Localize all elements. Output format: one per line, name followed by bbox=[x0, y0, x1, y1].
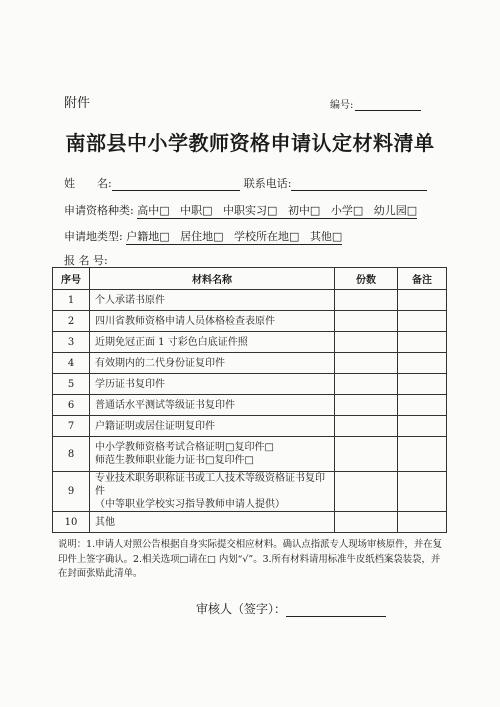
table-row bbox=[53, 416, 447, 437]
row-no: 3 bbox=[53, 332, 90, 353]
materials-table bbox=[52, 267, 447, 533]
row-material-line: 近期免冠正面 1 寸彩色白底证件照 bbox=[95, 336, 248, 348]
row-copies-cell[interactable] bbox=[335, 395, 398, 416]
location-row bbox=[64, 228, 342, 244]
row-copies-cell[interactable] bbox=[335, 290, 398, 311]
table-row bbox=[53, 395, 447, 416]
category-option[interactable]: 中职□ bbox=[180, 204, 213, 217]
row-remarks-cell[interactable] bbox=[398, 353, 447, 374]
row-material bbox=[90, 290, 335, 311]
row-remarks-cell[interactable] bbox=[398, 416, 447, 437]
row-material bbox=[90, 374, 335, 395]
row-material-line: 有效期内的二代身份证复印件 bbox=[95, 357, 225, 369]
header-material: 材料名称 bbox=[90, 268, 335, 290]
row-remarks-cell[interactable] bbox=[398, 374, 447, 395]
category-label: 申请资格种类: bbox=[64, 204, 134, 217]
table-row bbox=[53, 311, 447, 332]
category-row bbox=[64, 202, 417, 218]
table-row bbox=[53, 437, 447, 472]
reviewer-signature-blank[interactable] bbox=[286, 603, 386, 617]
table-row bbox=[53, 512, 447, 533]
row-copies-cell[interactable] bbox=[335, 512, 398, 533]
row-material bbox=[90, 512, 335, 533]
row-material bbox=[90, 311, 335, 332]
reviewer-label: 审核人（签字）： bbox=[196, 602, 287, 616]
serial-number-field bbox=[330, 96, 421, 111]
table-row bbox=[53, 332, 447, 353]
name-phone-row bbox=[64, 175, 427, 191]
page-title: 南部县中小学教师资格申请认定材料清单 bbox=[65, 131, 435, 155]
row-remarks-cell[interactable] bbox=[398, 290, 447, 311]
regno-row bbox=[64, 252, 240, 268]
row-no: 6 bbox=[53, 395, 90, 416]
row-remarks-cell[interactable] bbox=[398, 332, 447, 353]
row-material-line: 学历证书复印件 bbox=[95, 378, 165, 390]
row-copies-cell[interactable] bbox=[335, 311, 398, 332]
row-copies-cell[interactable] bbox=[335, 332, 398, 353]
table-row bbox=[53, 472, 447, 512]
location-option[interactable]: 其他□ bbox=[309, 230, 343, 243]
header-copies: 份数 bbox=[335, 268, 398, 290]
row-material bbox=[90, 395, 335, 416]
table-row bbox=[53, 374, 447, 395]
header-remarks: 备注 bbox=[398, 268, 447, 290]
location-option[interactable]: 户籍地□ bbox=[126, 230, 170, 243]
row-copies-cell[interactable] bbox=[335, 374, 398, 395]
header-no: 序号 bbox=[53, 268, 90, 290]
category-option[interactable]: 高中□ bbox=[137, 204, 170, 217]
row-material-line: 中小学教师资格考试合格证明□复印件□ bbox=[95, 442, 274, 453]
row-no: 10 bbox=[53, 512, 90, 533]
row-remarks-cell[interactable] bbox=[398, 512, 447, 533]
row-no: 7 bbox=[53, 416, 90, 437]
table-row bbox=[53, 353, 447, 374]
location-option[interactable]: 学校所在地□ bbox=[234, 230, 300, 243]
category-option[interactable]: 中职实习□ bbox=[223, 204, 278, 217]
row-remarks-cell[interactable] bbox=[398, 472, 447, 512]
row-no: 1 bbox=[53, 290, 90, 311]
category-option[interactable]: 幼儿园□ bbox=[373, 204, 418, 217]
row-material bbox=[90, 437, 335, 472]
serial-blank bbox=[355, 99, 421, 111]
phone-blank bbox=[291, 178, 427, 191]
row-remarks-cell[interactable] bbox=[398, 395, 447, 416]
reviewer-signature-field bbox=[196, 600, 386, 617]
row-copies-cell[interactable] bbox=[335, 437, 398, 472]
category-option[interactable]: 初中□ bbox=[287, 204, 321, 217]
location-options bbox=[126, 230, 342, 245]
row-no: 8 bbox=[53, 437, 90, 472]
row-copies-cell[interactable] bbox=[335, 353, 398, 374]
attachment-label: 附件 bbox=[64, 96, 91, 111]
row-no: 2 bbox=[53, 311, 90, 332]
row-material-line: 四川省教师资格申请人员体格检查表原件 bbox=[95, 315, 275, 327]
row-material bbox=[90, 353, 335, 374]
location-option[interactable]: 居住地□ bbox=[180, 230, 224, 243]
row-no: 5 bbox=[53, 374, 90, 395]
row-material bbox=[90, 416, 335, 437]
table-header-row bbox=[53, 268, 447, 290]
row-material bbox=[90, 332, 335, 353]
row-material-line: （中等职业学校实习指导教师申请人提供） bbox=[95, 499, 285, 510]
row-material-line: 其他 bbox=[95, 516, 115, 528]
category-option[interactable]: 小学□ bbox=[330, 204, 364, 217]
row-material bbox=[90, 472, 335, 512]
row-material-line: 户籍证明或居住证明复印件 bbox=[95, 420, 215, 432]
name-blank bbox=[112, 178, 240, 191]
serial-label: 编号: bbox=[330, 100, 354, 111]
row-material-line: 专业技术职务职称证书或工人技术等级资格证书复印件 bbox=[95, 473, 325, 497]
row-remarks-cell[interactable] bbox=[398, 311, 447, 332]
row-copies-cell[interactable] bbox=[335, 472, 398, 512]
row-material-line: 普通话水平测试等级证书复印件 bbox=[95, 399, 235, 411]
name-label: 姓 名: bbox=[64, 177, 112, 190]
phone-label: 联系电话: bbox=[243, 177, 292, 190]
row-material-line: 师范生教师职业能力证书□复印件□ bbox=[95, 455, 254, 466]
table-row bbox=[53, 290, 447, 311]
location-label: 申请地类型: bbox=[64, 230, 123, 243]
regno-label: 报 名 号: bbox=[64, 254, 108, 267]
category-options bbox=[137, 204, 417, 219]
row-remarks-cell[interactable] bbox=[398, 437, 447, 472]
row-material-line: 个人承诺书原件 bbox=[95, 294, 165, 306]
row-copies-cell[interactable] bbox=[335, 416, 398, 437]
row-no: 9 bbox=[53, 472, 90, 512]
row-no: 4 bbox=[53, 353, 90, 374]
instructions-note: 说明：1.申请人对照公告根据自身实际提交相应材料。确认点指派专人现场审核原件，并在复印件上签字确认。2.相关选项□请在□ 内划“√”。3.所有材料请用标准牛皮纸档案袋装袋，并在封面张贴此清单。 bbox=[58, 539, 442, 579]
